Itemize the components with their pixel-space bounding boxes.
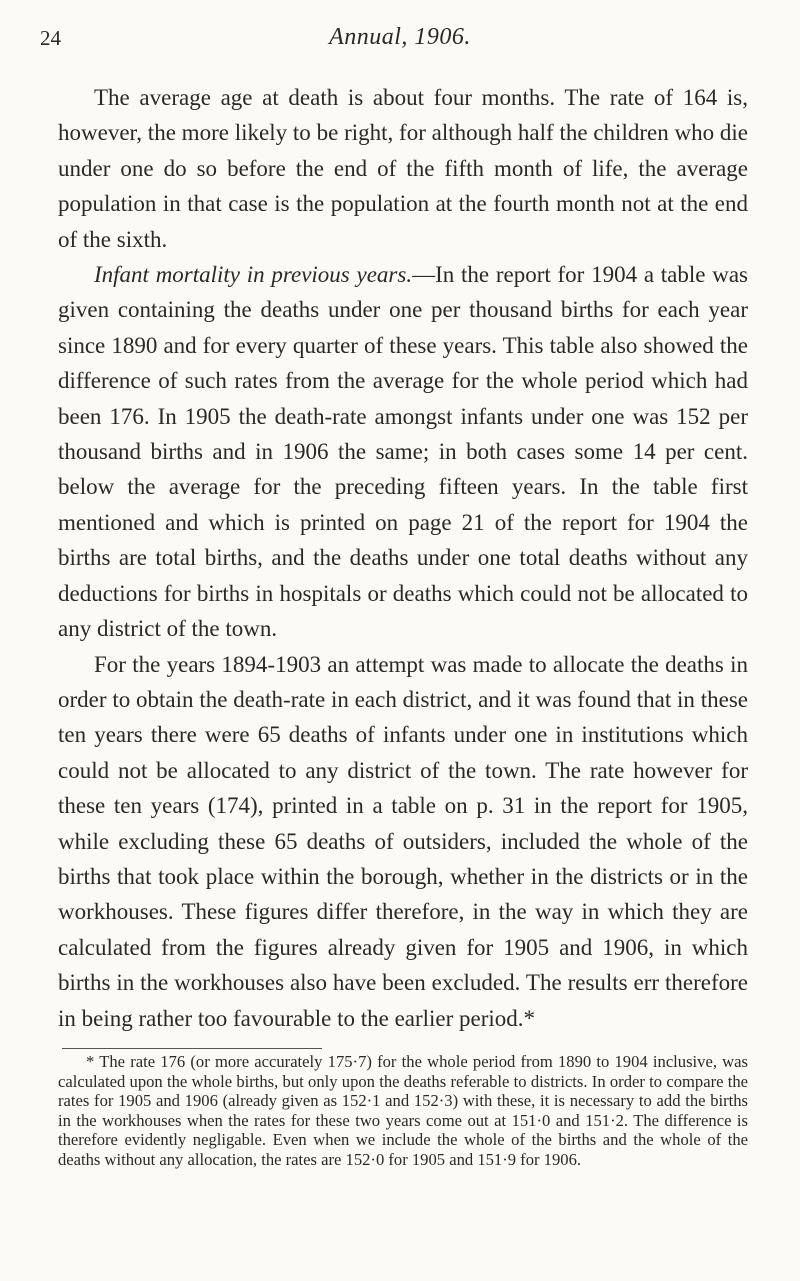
paragraph-years-1894-1903 bbox=[58, 647, 748, 1036]
paragraph-text: The average age at death is about four months. The rate of 164 is, however, the more likely to be right, for although half the children who die under one do so before the end of the fifth month of life, the average population in that case is the population at the fourth month not at the end of the sixth. bbox=[58, 85, 748, 252]
page-header bbox=[40, 24, 760, 60]
footnote-divider bbox=[62, 1048, 322, 1049]
footnote-text: * The rate 176 (or more accurately 175·7) for the whole period from 1890 to 1904 inclusive, was calculated upon the whole births, but only upon the deaths referable to districts. In order to compare the rates for 1905 and 1906 (already given as 152·1 and 152·3) with these, it is necessary to add the births in the workhouses when the rates for these two years come out at 151·0 and 151·2. The difference is therefore evidently negligable. Even when we include the whole of the births and the whole of the deaths without any allocation, the rates are 152·0 for 1905 and 151·9 for 1906. bbox=[58, 1052, 748, 1169]
footnote bbox=[58, 1052, 748, 1170]
section-heading: Infant mortality in previous years. bbox=[94, 262, 413, 288]
paragraph-text: For the years 1894-1903 an attempt was made to allocate the deaths in order to obtain the death-rate in each district, and it was found that in these ten years there were 65 deaths of infants under one in institutions which could not be allocated to any district of the town. The rate however for these ten years (174), printed in a table on p. 31 in the report for 1905, while excluding these 65 deaths of outsiders, included the whole of the births that took place within the borough, whether in the districts or in the workhouses. These figures differ therefore, in the way in which they are calculated from the figures already given for 1905 and 1906, in which births in the workhouses also have been excluded. The results err therefore in being rather too favourable to the earlier period.* bbox=[58, 651, 748, 1031]
page-number: 24 bbox=[40, 26, 61, 50]
running-title: Annual, 1906. bbox=[329, 24, 471, 50]
paragraph-average-age bbox=[58, 80, 748, 257]
body-text bbox=[58, 80, 748, 1036]
paragraph-infant-mortality bbox=[58, 257, 748, 646]
paragraph-text: —In the report for 1904 a table was given containing the deaths under one per thousand births for each year since 1890 and for every quarter of these years. This table also showed the difference of such rates from the average for the whole period which had been 176. In 1905 the death-rate amongst infants under one was 152 per thousand births and in 1906 the same; in both cases some 14 per cent. below the average for the preceding fifteen years. In the table first mentioned and which is printed on page 21 of the report for 1904 the births are total births, and the deaths under one total deaths without any deductions for births in hospitals or deaths which could not be allocated to any district of the town. bbox=[58, 262, 748, 642]
